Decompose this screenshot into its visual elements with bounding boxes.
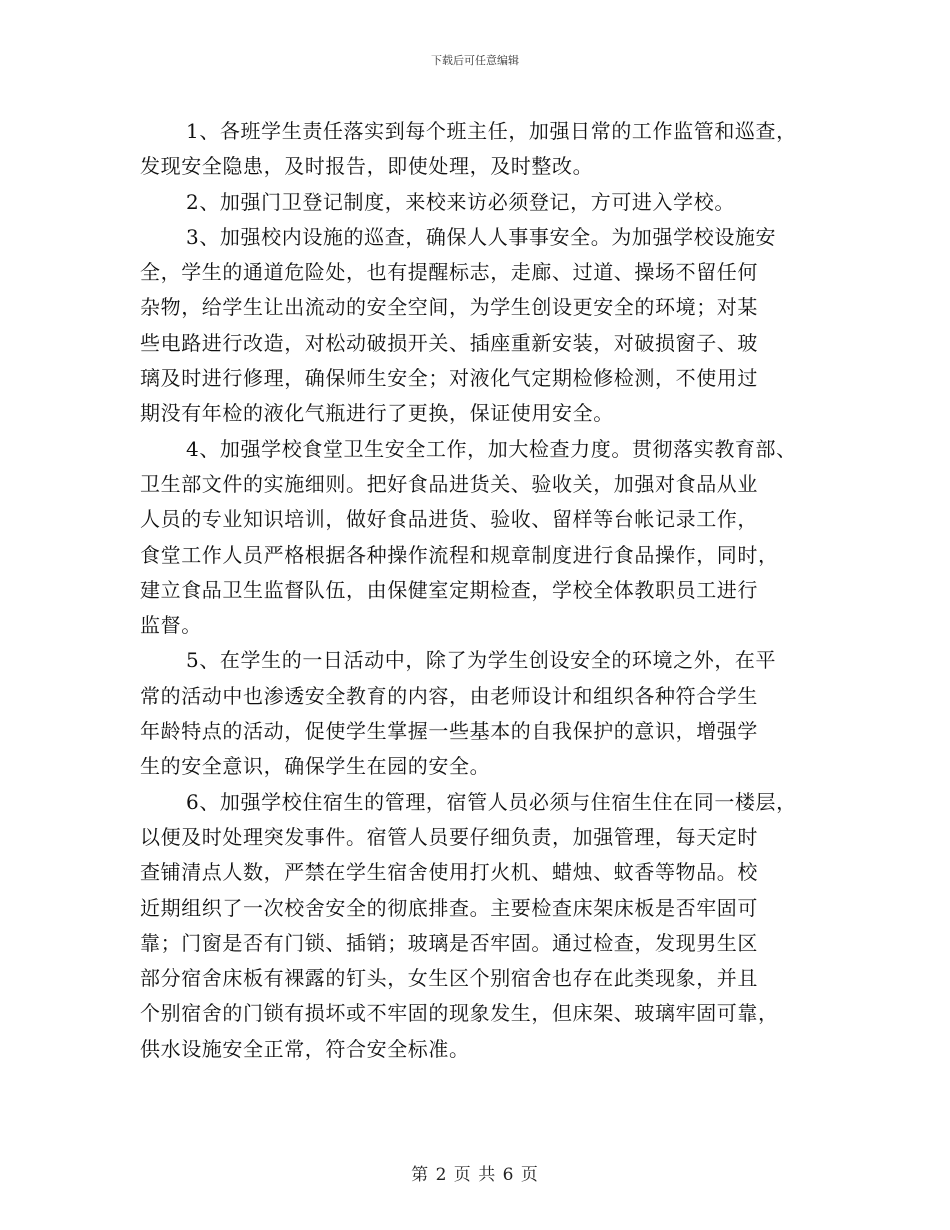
text-line: 人员的专业知识培训，做好食品进货、验收、留样等台帐记录工作， — [140, 507, 758, 532]
text-line: 监督。 — [140, 613, 202, 638]
text-line: 近期组织了一次校舍安全的彻底排查。主要检查床架床板是否牢固可 — [140, 895, 758, 920]
text-line: 卫生部文件的实施细则。把好食品进货关、验收关，加强对食品从业 — [140, 471, 758, 496]
paragraph-1 — [140, 114, 830, 185]
text-line: 个别宿舍的门锁有损坏或不牢固的现象发生，但床架、玻璃牢固可靠， — [140, 1001, 779, 1026]
text-line: 4、加强学校食堂卫生安全工作，加大检查力度。贯彻落实教育部、 — [186, 436, 797, 461]
text-line: 建立食品卫生监督队伍，由保健室定期检查，学校全体教职员工进行 — [140, 577, 758, 602]
page-number: 第 2 页 共 6 页 — [411, 1165, 539, 1185]
text-line: 6、加强学校住宿生的管理，宿管人员必须与住宿生住在同一楼层， — [186, 789, 797, 814]
text-line: 常的活动中也渗透安全教育的内容，由老师设计和组织各种符合学生 — [140, 683, 758, 708]
text-line: 2、加强门卫登记制度，来校来访必须登记，方可进入学校。 — [186, 189, 735, 214]
text-line: 1、各班学生责任落实到每个班主任，加强日常的工作监管和巡查， — [186, 119, 797, 143]
text-line: 期没有年检的液化气瓶进行了更换，保证使用安全。 — [140, 401, 614, 426]
text-line: 年龄特点的活动，促使学生掌握一些基本的自我保护的意识，增强学 — [140, 719, 758, 744]
paragraph-4 — [140, 432, 830, 644]
paragraph-3 — [140, 220, 830, 432]
text-line: 靠；门窗是否有门锁、插销；玻璃是否牢固。通过检查，发现男生区 — [140, 930, 758, 955]
paragraph-2 — [140, 185, 830, 220]
text-line: 部分宿舍床板有裸露的钉头，女生区个别宿舍也存在此类现象，并且 — [140, 966, 758, 991]
header-note: 下载后可任意编辑 — [431, 54, 519, 67]
text-line: 食堂工作人员严格根据各种操作流程和规章制度进行食品操作，同时， — [140, 542, 779, 567]
text-line: 全，学生的通道危险处，也有提醒标志，走廊、过道、操场不留任何 — [140, 260, 758, 285]
text-line: 供水设施安全正常，符合安全标准。 — [140, 1036, 470, 1061]
text-line: 些电路进行改造，对松动破损开关、插座重新安装，对破损窗子、玻 — [140, 330, 758, 355]
text-line: 生的安全意识，确保学生在园的安全。 — [140, 754, 491, 779]
text-line: 杂物，给学生让出流动的安全空间，为学生创设更安全的环境；对某 — [140, 295, 758, 320]
text-line: 璃及时进行修理，确保师生安全；对液化气定期检修检测，不使用过 — [140, 366, 758, 391]
document-body — [140, 114, 830, 1067]
text-line: 查铺清点人数，严禁在学生宿舍使用打火机、蜡烛、蚊香等物品。校 — [140, 860, 758, 885]
text-line: 以便及时处理突发事件。宿管人员要仔细负责，加强管理，每天定时 — [140, 824, 758, 849]
text-line: 5、在学生的一日活动中，除了为学生创设安全的环境之外，在平 — [186, 648, 777, 673]
text-line: 发现安全隐患，及时报告，即使处理，及时整改。 — [140, 154, 594, 179]
text-line: 3、加强校内设施的巡查，确保人人事事安全。为加强学校设施安 — [186, 224, 777, 249]
paragraph-6 — [140, 785, 830, 1067]
paragraph-5 — [140, 643, 830, 784]
